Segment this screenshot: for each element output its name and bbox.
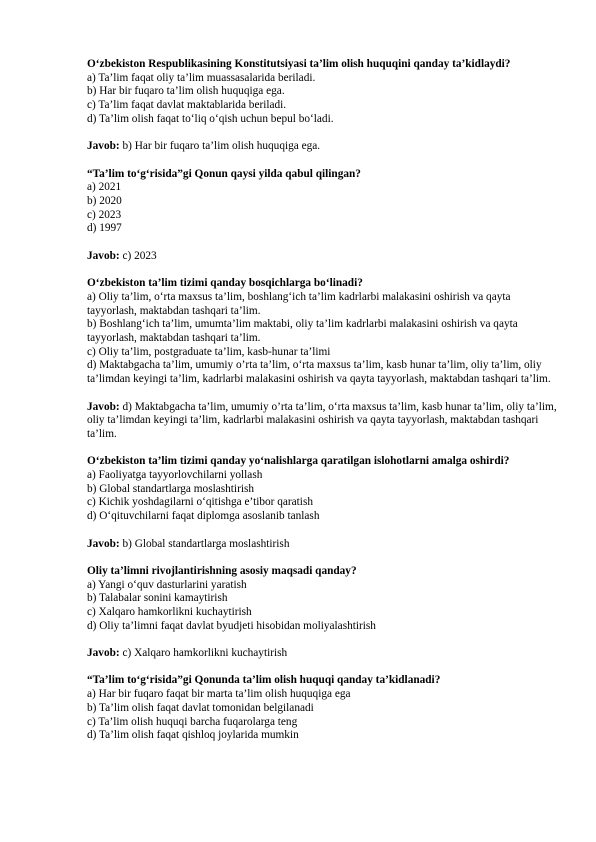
- question-block-5: [87, 565, 557, 675]
- option-b: b) Ta’lim olish faqat davlat tomonidan belgilanadi: [87, 701, 314, 714]
- option-b: b) 2020: [87, 195, 122, 207]
- answer-text: d) Maktabgacha ta’lim, umumiy o’rta ta’lim, o‘rta maxsus ta’lim, kasb hunar ta’lim, oliy ta’lim, oliy ta’limdan keyingi ta’lim, kadrlarbi malakasini oshirish va qayta tayyorlash, maktabdan tashqari ta’lim.: [87, 400, 557, 440]
- option-c: c) Xalqaro hamkorlikni kuchaytirish: [87, 606, 252, 618]
- question-text: O‘zbekiston Respublikasining Konstitutsiyasi ta’lim olish huquqini qanday ta’kidlaydi?: [87, 58, 511, 70]
- option-c: c) 2023: [87, 208, 122, 221]
- answer-text: c) Xalqaro hamkorlikni kuchaytirish: [119, 647, 288, 660]
- option-a: a) Har bir fuqaro faqat bir marta ta’lim olish huquqiga ega: [87, 688, 351, 701]
- option-b: b) Talabalar sonini kamaytirish: [87, 592, 228, 605]
- question-text: O‘zbekiston ta’lim tizimi qanday bosqichlarga bo‘linadi?: [87, 277, 363, 290]
- option-d: d) O‘qituvchilarni faqat diplomga asoslanib tanlash: [87, 510, 320, 523]
- option-a: a) Faoliyatga tayyorlovchilarni yollash: [87, 469, 263, 481]
- question-text: “Ta’lim to‘g‘risida”gi Qonun qaysi yilda qabul qilingan?: [87, 167, 361, 180]
- option-d: d) Oliy ta’limni faqat davlat byudjeti hisobidan moliyalashtirish: [87, 619, 376, 632]
- option-a: a) Yangi o‘quv dasturlarini yaratish: [87, 578, 247, 591]
- answer-text: c) 2023: [119, 249, 157, 262]
- option-a: a) Oliy ta’lim, o‘rta maxsus ta’lim, boshlang‘ich ta’lim kadrlarbi malakasini oshirish va qayta tayyorlash, maktabdan tashqari ta’lim.: [87, 290, 511, 317]
- option-d: d) 1997: [87, 222, 122, 235]
- option-c: c) Kichik yoshdagilarni o‘qitishga e’tibor qaratish: [87, 496, 313, 509]
- option-d: d) Ta’lim olish faqat qishloq joylarida mumkin: [87, 729, 299, 742]
- question-block-6: [87, 674, 557, 743]
- option-b: b) Boshlang‘ich ta’lim, umumta’lim maktabi, oliy ta’lim kadrlarbi malakasini oshirish va qayta tayyorlash, maktabdan tashqari ta’lim.: [87, 318, 518, 344]
- question-block-1: [87, 58, 557, 168]
- option-b: b) Global standartlarga moslashtirish: [87, 482, 255, 495]
- answer-label: Javob:: [87, 537, 120, 550]
- answer-label: Javob:: [87, 647, 120, 660]
- option-c: c) Ta’lim olish huquqi barcha fuqarolarga teng: [87, 715, 298, 728]
- option-a: a) 2021: [87, 181, 122, 194]
- answer-label: Javob:: [87, 249, 120, 262]
- answer-text: b) Global standartlarga moslashtirish: [119, 537, 290, 550]
- answer-line: [87, 647, 557, 661]
- question-block-3: [87, 277, 557, 455]
- answer-line: [87, 401, 557, 442]
- option-c: c) Oliy ta’lim, postgraduate ta’lim, kasb-hunar ta’limi: [87, 345, 331, 358]
- question-text: O‘zbekiston ta’lim tizimi qanday yo‘nalishlarga qaratilgan islohotlarni amalga oshirdi?: [87, 455, 510, 468]
- answer-label: Javob:: [87, 400, 120, 413]
- option-d: d) Ta’lim olish faqat to‘liq o‘qish uchun bepul bo‘ladi.: [87, 112, 334, 125]
- answer-text: b) Har bir fuqaro ta’lim olish huquqiga ega.: [119, 140, 321, 153]
- question-text: Oliy ta’limni rivojlantirishning asosiy maqsadi qanday?: [87, 564, 357, 577]
- option-b: b) Har bir fuqaro ta’lim olish huquqiga ega.: [87, 85, 285, 98]
- answer-line: [87, 250, 557, 264]
- option-d: d) Maktabgacha ta’lim, umumiy o’rta ta’lim, o‘rta maxsus ta’lim, kasb hunar ta’lim, oliy ta’lim, oliy ta’limdan keyingi ta’lim, kadrlarbi malakasini oshirish va qayta tayyorlash, maktabdan tashqari ta’lim.: [87, 359, 551, 386]
- question-text: “Ta’lim to‘g‘risida”gi Qonunda ta’lim olish huquqi qanday ta’kidlanadi?: [87, 674, 441, 687]
- answer-line: [87, 140, 557, 154]
- document-page: [87, 58, 557, 743]
- option-c: c) Ta’lim faqat davlat maktablarida beriladi.: [87, 99, 287, 112]
- question-block-2: [87, 168, 557, 278]
- answer-line: [87, 538, 557, 552]
- option-a: a) Ta’lim faqat oliy ta’lim muassasalarida beriladi.: [87, 71, 316, 84]
- question-block-4: [87, 455, 557, 565]
- answer-label: Javob:: [87, 140, 120, 153]
